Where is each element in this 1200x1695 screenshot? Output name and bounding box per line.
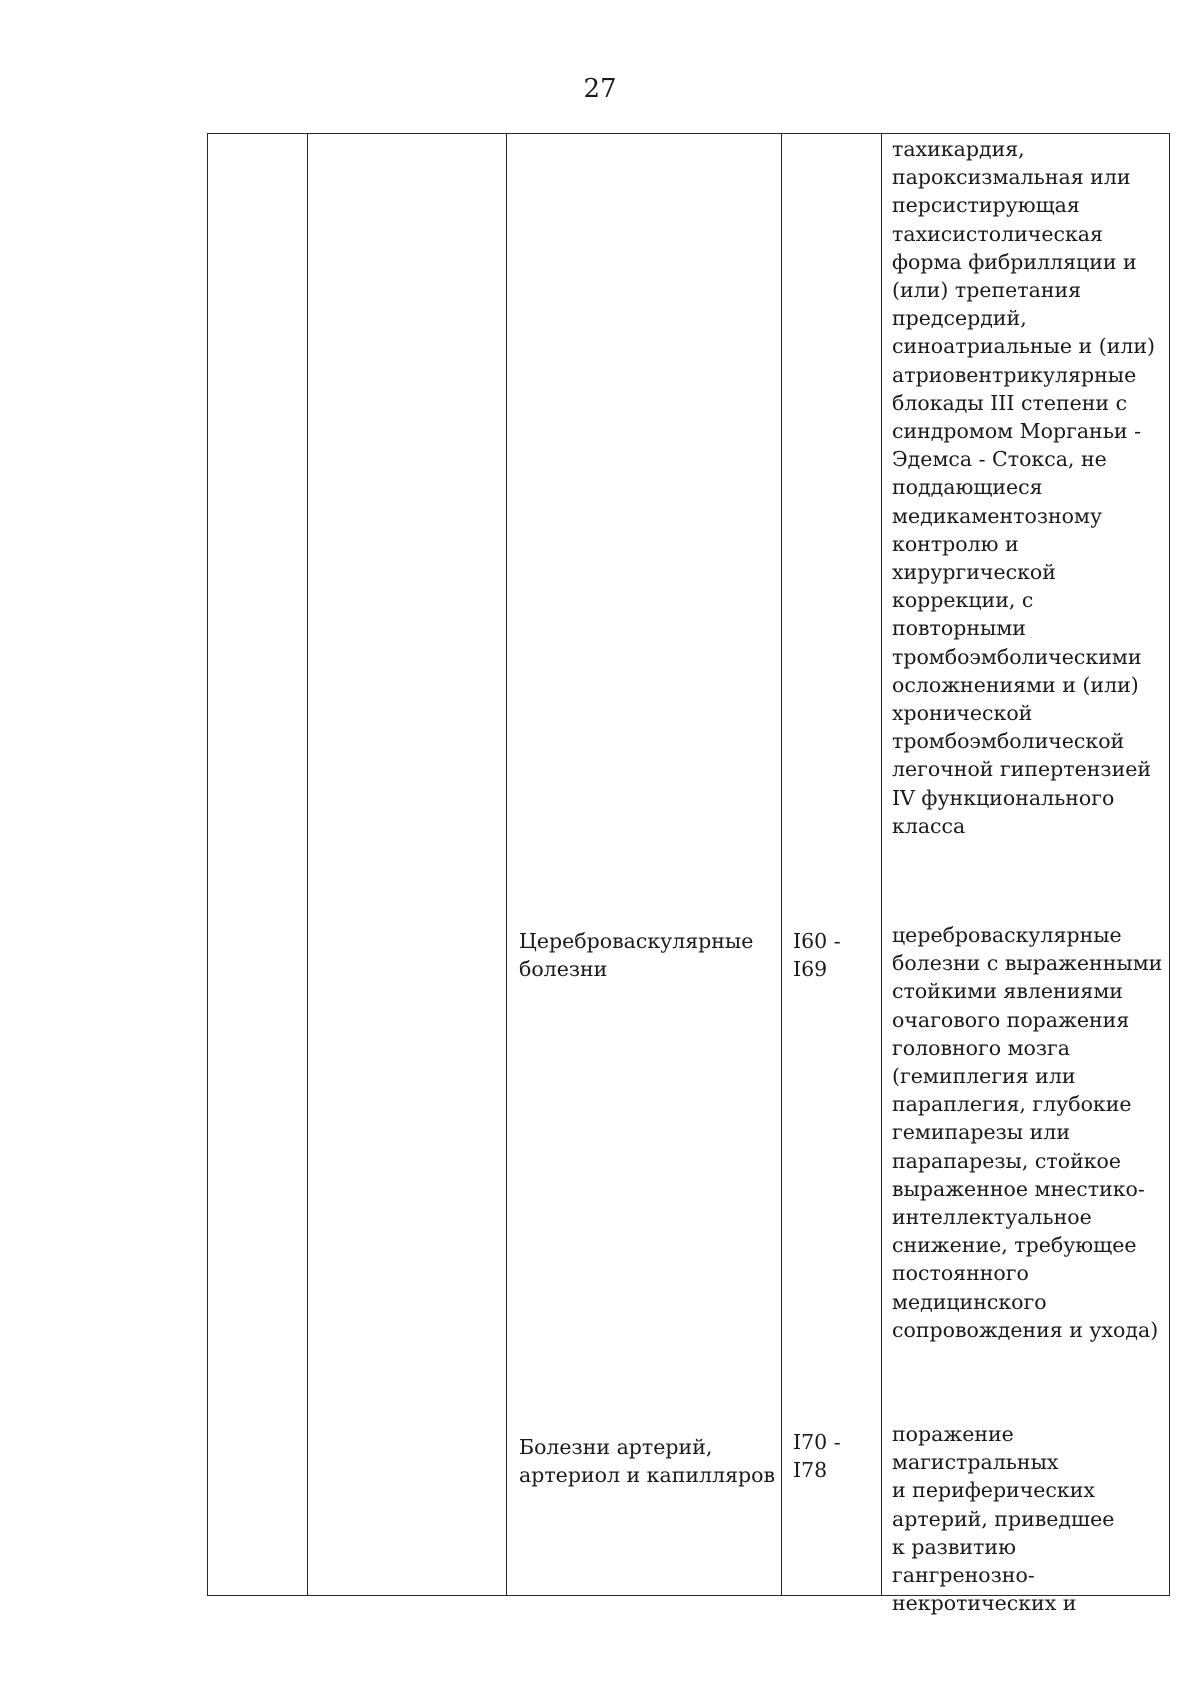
column-divider-4 <box>881 134 882 1595</box>
row-3-description: поражение магистральных и периферических артерий, приведшее к развитию гангренозно- некротических и <box>892 1422 1115 1616</box>
column-divider-1 <box>307 134 308 1595</box>
row-1-description: тахикардия, пароксизмальная или персистирующая тахисистолическая форма фибрилляции и (или) трепетания предсердий, синоатриальные и (или) атриовентрикулярные блокады III степени с синдромом Морганьи - Эдемса - Стокса, не поддающиеся медикаментозному контролю и хирургической коррекции, с повторными тромбоэмболическими осложнениями и (или) хронической тромбоэмболической легочной гипертензией IV функционального класса <box>892 137 1156 838</box>
row-2-code: I60 - I69 <box>793 929 841 982</box>
row-3-disease: Болезни артерий, артериол и капилляров <box>519 1435 776 1488</box>
document-table <box>207 133 1170 1616</box>
row-2-disease: Цереброваскулярные болезни <box>519 929 754 982</box>
column-divider-2 <box>506 134 507 1595</box>
row-3-code: I70 - I78 <box>793 1430 841 1483</box>
column-divider-3 <box>781 134 782 1595</box>
page-number: 27 <box>583 74 617 104</box>
row-2-description: цереброваскулярные болезни с выраженными стойкими явлениями очагового поражения головного мозга (гемиплегия или параплегия, глубокие гемипарезы или парапарезы, стойкое выраженное мнестико- интеллектуальное снижение, требующее постоянного медицинского сопровождения и ухода) <box>892 923 1163 1342</box>
